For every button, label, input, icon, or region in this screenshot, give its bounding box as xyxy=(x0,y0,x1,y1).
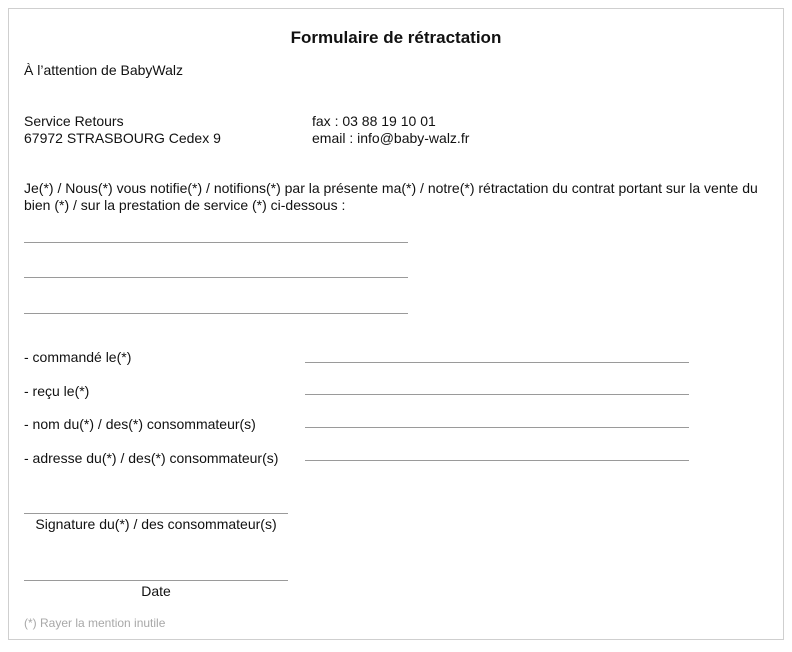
address-line-1: Service Retours xyxy=(24,113,124,129)
item-description-line xyxy=(24,242,408,243)
field-line-ordered-date xyxy=(305,362,689,363)
date-line xyxy=(24,580,288,581)
signature-line xyxy=(24,513,288,514)
field-label-received-date: - reçu le(*) xyxy=(24,383,90,399)
address-line-2: 67972 STRASBOURG Cedex 9 xyxy=(24,130,221,146)
email-address: email : info@baby-walz.fr xyxy=(312,130,470,146)
field-line-received-date xyxy=(305,394,689,395)
fax-number: fax : 03 88 19 10 01 xyxy=(312,113,436,129)
field-label-consumer-address: - adresse du(*) / des(*) consommateur(s) xyxy=(24,450,279,466)
field-label-consumer-name: - nom du(*) / des(*) consommateur(s) xyxy=(24,416,256,432)
date-label: Date xyxy=(141,583,171,599)
item-description-line xyxy=(24,277,408,278)
signature-label: Signature du(*) / des consommateur(s) xyxy=(35,516,277,532)
attention-line: À l’attention de BabyWalz xyxy=(24,62,184,78)
form-title: Formulaire de rétractation xyxy=(290,28,502,47)
withdrawal-notice: Je(*) / Nous(*) vous notifie(*) / notifions(*) par la présente ma(*) / notre(*) rétractation du contrat portant sur la vente du bien (*) / sur la prestation de service (*) ci-dessous : xyxy=(24,180,758,213)
footnote: (*) Rayer la mention inutile xyxy=(24,616,166,630)
field-line-consumer-name xyxy=(305,427,689,428)
field-line-consumer-address xyxy=(305,460,689,461)
form-frame xyxy=(8,8,784,640)
field-label-ordered-date: - commandé le(*) xyxy=(24,349,132,365)
item-description-line xyxy=(24,313,408,314)
